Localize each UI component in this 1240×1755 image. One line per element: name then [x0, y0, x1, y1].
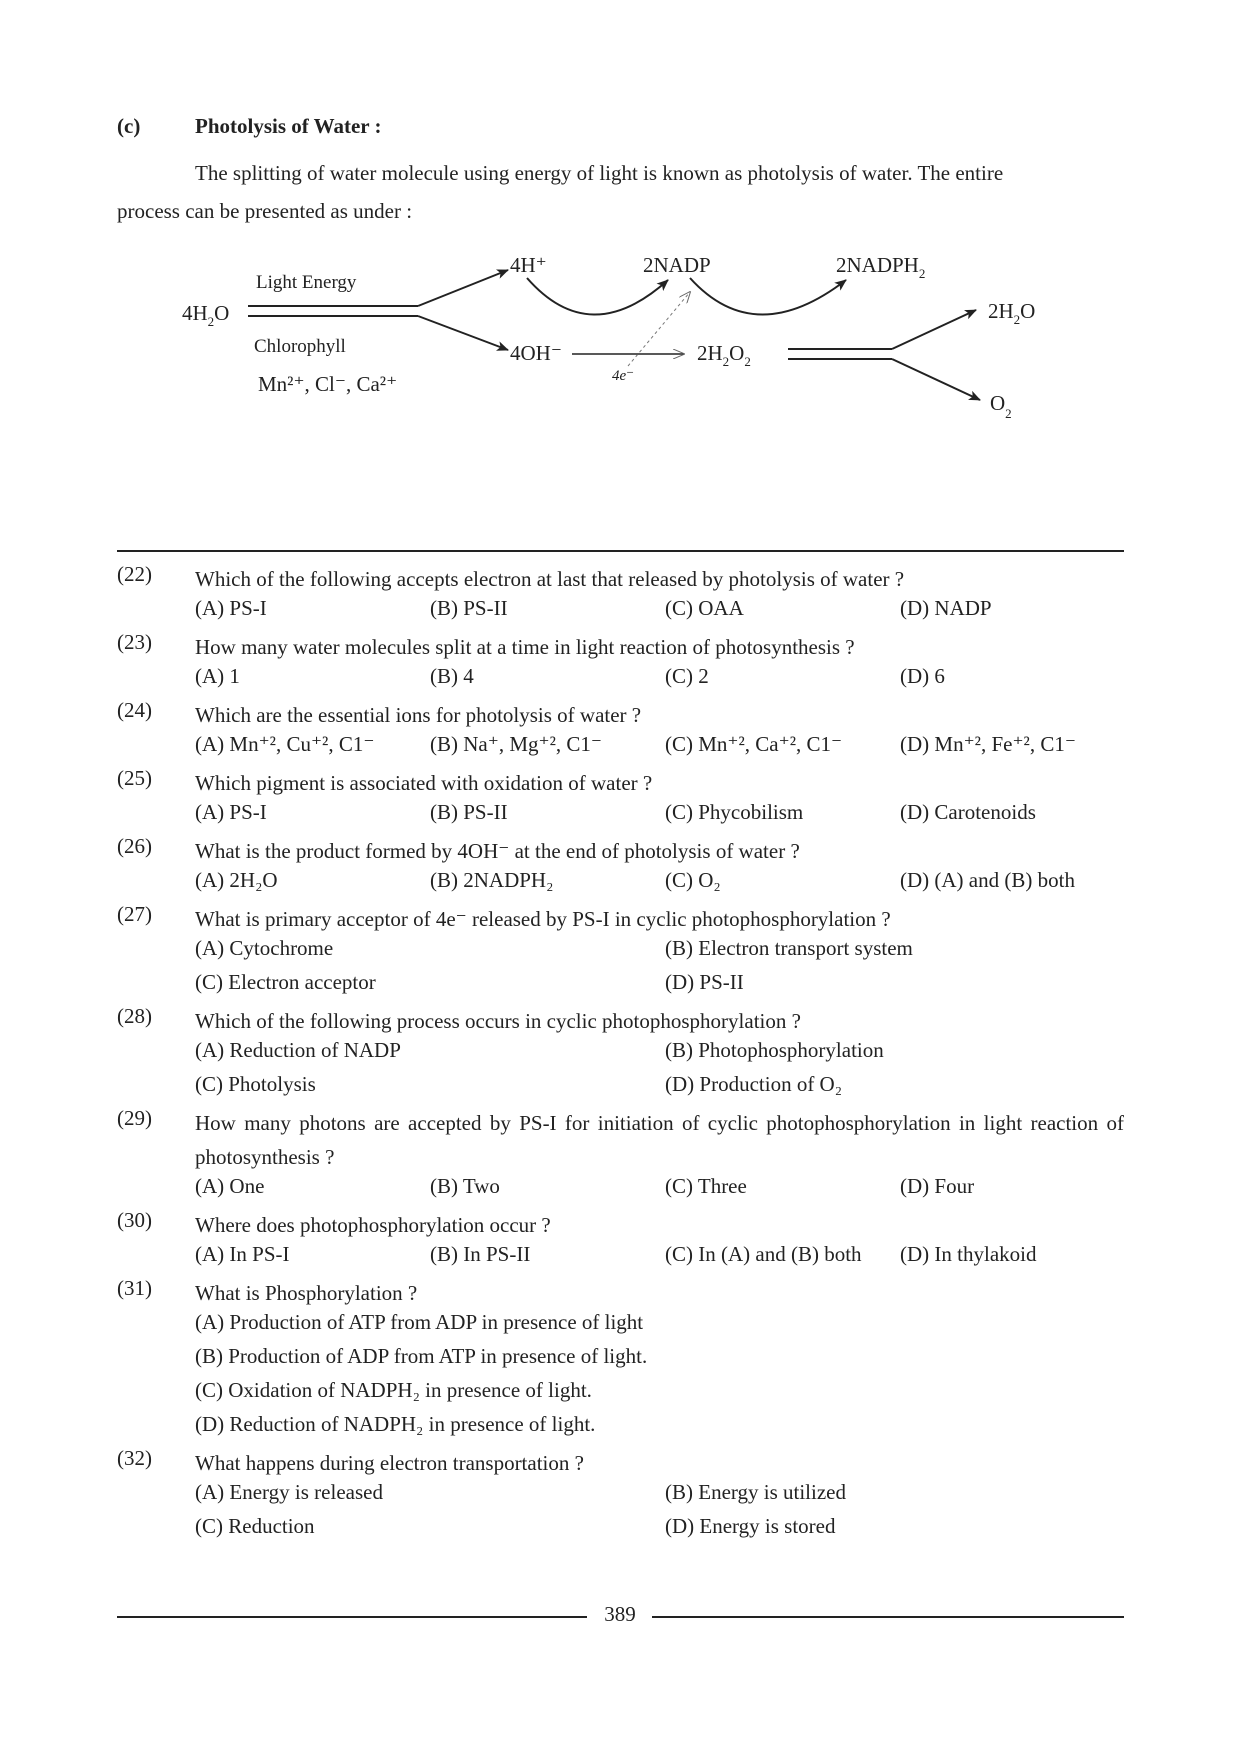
option-a: (A) Cytochrome: [195, 936, 334, 960]
curve-h-to-nadp: [527, 278, 668, 315]
option-c: (C) Oxidation of NADPH₂ in presence of light.: [195, 1378, 592, 1402]
option-b: (B) Photophosphorylation: [665, 1038, 884, 1062]
option-a: (A) One: [195, 1174, 265, 1198]
option-b: (B) 2NADPH₂: [430, 868, 554, 892]
section-title: Photolysis of Water :: [195, 114, 382, 138]
question-number: (22): [117, 562, 152, 586]
option-b: (B) 4: [430, 664, 474, 688]
option-c: (C) O₂: [665, 868, 721, 892]
question-number: (28): [117, 1004, 152, 1028]
question-text: What happens during electron transportation ?: [195, 1451, 584, 1475]
option-c: (C) 2: [665, 664, 709, 688]
option-a: (A) PS-I: [195, 800, 267, 824]
photolysis-diagram: [0, 250, 1240, 490]
option-d: (D) Carotenoids: [900, 800, 1036, 824]
option-d: (D) (A) and (B) both: [900, 868, 1075, 892]
h-ion-label: 4H⁺: [510, 253, 547, 277]
option-a: (A) PS-I: [195, 596, 267, 620]
option-d: (D) Four: [900, 1174, 975, 1198]
question-text: Which of the following accepts electron at last that released by photolysis of water ?: [195, 567, 905, 591]
option-d: (D) PS-II: [665, 970, 744, 994]
arrow-to-oh-ion: [418, 316, 508, 350]
oh-ion-label: 4OH⁻: [510, 341, 562, 365]
option-b: (B) Two: [430, 1174, 500, 1198]
reactant-water: $4H_2O$: [182, 301, 230, 329]
electrons-label: 4e⁻: [612, 368, 635, 384]
option-c: (C) Three: [665, 1174, 747, 1198]
question-text: How many water molecules split at a time in light reaction of photosynthesis ?: [195, 635, 855, 659]
question-text: Which pigment is associated with oxidation of water ?: [195, 771, 653, 795]
option-d: (D) In thylakoid: [900, 1242, 1037, 1266]
question-number: (24): [117, 698, 152, 722]
nadp-label: 2NADP: [643, 253, 711, 277]
chlorophyll-label: Chlorophyll: [254, 336, 346, 357]
question-number: (32): [117, 1446, 152, 1470]
option-a: (A) In PS-I: [195, 1242, 290, 1266]
arrow-to-oxygen: [892, 359, 980, 400]
option-a: (A) 2H₂O: [195, 868, 278, 892]
question-number: (23): [117, 630, 152, 654]
question-text: Which of the following process occurs in cyclic photophosphorylation ?: [195, 1009, 801, 1033]
intro-line-2: process can be presented as under :: [117, 199, 413, 223]
arrow-to-water: [892, 310, 976, 349]
intro-line-1: The splitting of water molecule using energy of light is known as photolysis of water. The entire: [195, 161, 1004, 185]
option-c: (C) Photolysis: [195, 1072, 316, 1096]
section-heading: [117, 114, 381, 139]
option-b: (B) Electron transport system: [665, 936, 913, 960]
option-d: (D) 6: [900, 664, 945, 688]
option-a: (A) Reduction of NADP: [195, 1038, 401, 1062]
question-text: Which are the essential ions for photolysis of water ?: [195, 703, 642, 727]
option-b: (B) PS-II: [430, 596, 508, 620]
option-a: (A) Energy is released: [195, 1480, 383, 1504]
option-a: (A) 1: [195, 664, 240, 688]
question-text: Where does photophosphorylation occur ?: [195, 1213, 551, 1237]
section-divider: [117, 550, 1124, 552]
option-c: (C) OAA: [665, 596, 744, 620]
option-d: (D) Energy is stored: [665, 1514, 836, 1538]
light-energy-label: Light Energy: [256, 272, 357, 293]
option-d: (D) Production of O₂: [665, 1072, 843, 1096]
footer-line-right: [652, 1616, 1124, 1618]
question-number: (30): [117, 1208, 152, 1232]
curve-nadp-to-nadph: [690, 278, 846, 315]
section-letter: (c): [117, 114, 141, 138]
arrow-to-h-ion: [418, 270, 508, 306]
nadph-label: $2NADPH_2$: [836, 253, 926, 281]
question-text: What is Phosphorylation ?: [195, 1281, 418, 1305]
oxygen-product-label: $O_2$: [990, 391, 1012, 421]
option-a: (A) Mn⁺², Cu⁺², C1⁻: [195, 732, 375, 756]
option-b: (B) PS-II: [430, 800, 508, 824]
option-d: (D) Reduction of NADPH₂ in presence of light.: [195, 1412, 596, 1436]
option-c: (C) Phycobilism: [665, 800, 804, 824]
option-a: (A) Production of ATP from ADP in presence of light: [195, 1310, 644, 1334]
intro-paragraph: [117, 154, 1124, 230]
option-d: (D) Mn⁺², Fe⁺², C1⁻: [900, 732, 1076, 756]
question-number: (26): [117, 834, 152, 858]
option-b: (B) In PS-II: [430, 1242, 531, 1266]
question-text: What is primary acceptor of 4e⁻ released by PS-I in cyclic photophosphorylation ?: [195, 907, 891, 931]
option-b: (B) Energy is utilized: [665, 1480, 846, 1504]
option-b: (B) Production of ADP from ATP in presence of light.: [195, 1344, 648, 1368]
water-product-label: $2H_2O$: [988, 299, 1036, 327]
question-number: (29): [117, 1106, 152, 1130]
question-text: What is the product formed by 4OH⁻ at the end of photolysis of water ?: [195, 839, 800, 863]
option-c: (C) Mn⁺², Ca⁺², C1⁻: [665, 732, 843, 756]
question-text: How many photons are accepted by PS-I for initiation of cyclic photophosphorylation in light reaction of photosynthesis ?: [195, 1111, 1124, 1169]
peroxide-label: $2H_2O_2$: [697, 341, 751, 369]
option-c: (C) Reduction: [195, 1514, 315, 1538]
question-number: (31): [117, 1276, 152, 1300]
question-number: (25): [117, 766, 152, 790]
option-c: (C) Electron acceptor: [195, 970, 376, 994]
option-b: (B) Na⁺, Mg⁺², C1⁻: [430, 732, 602, 756]
option-c: (C) In (A) and (B) both: [665, 1242, 862, 1266]
ions-label: Mn²⁺, Cl⁻, Ca²⁺: [258, 372, 398, 396]
question-number: (27): [117, 902, 152, 926]
option-d: (D) NADP: [900, 596, 992, 620]
page-number: 389: [604, 1602, 636, 1626]
